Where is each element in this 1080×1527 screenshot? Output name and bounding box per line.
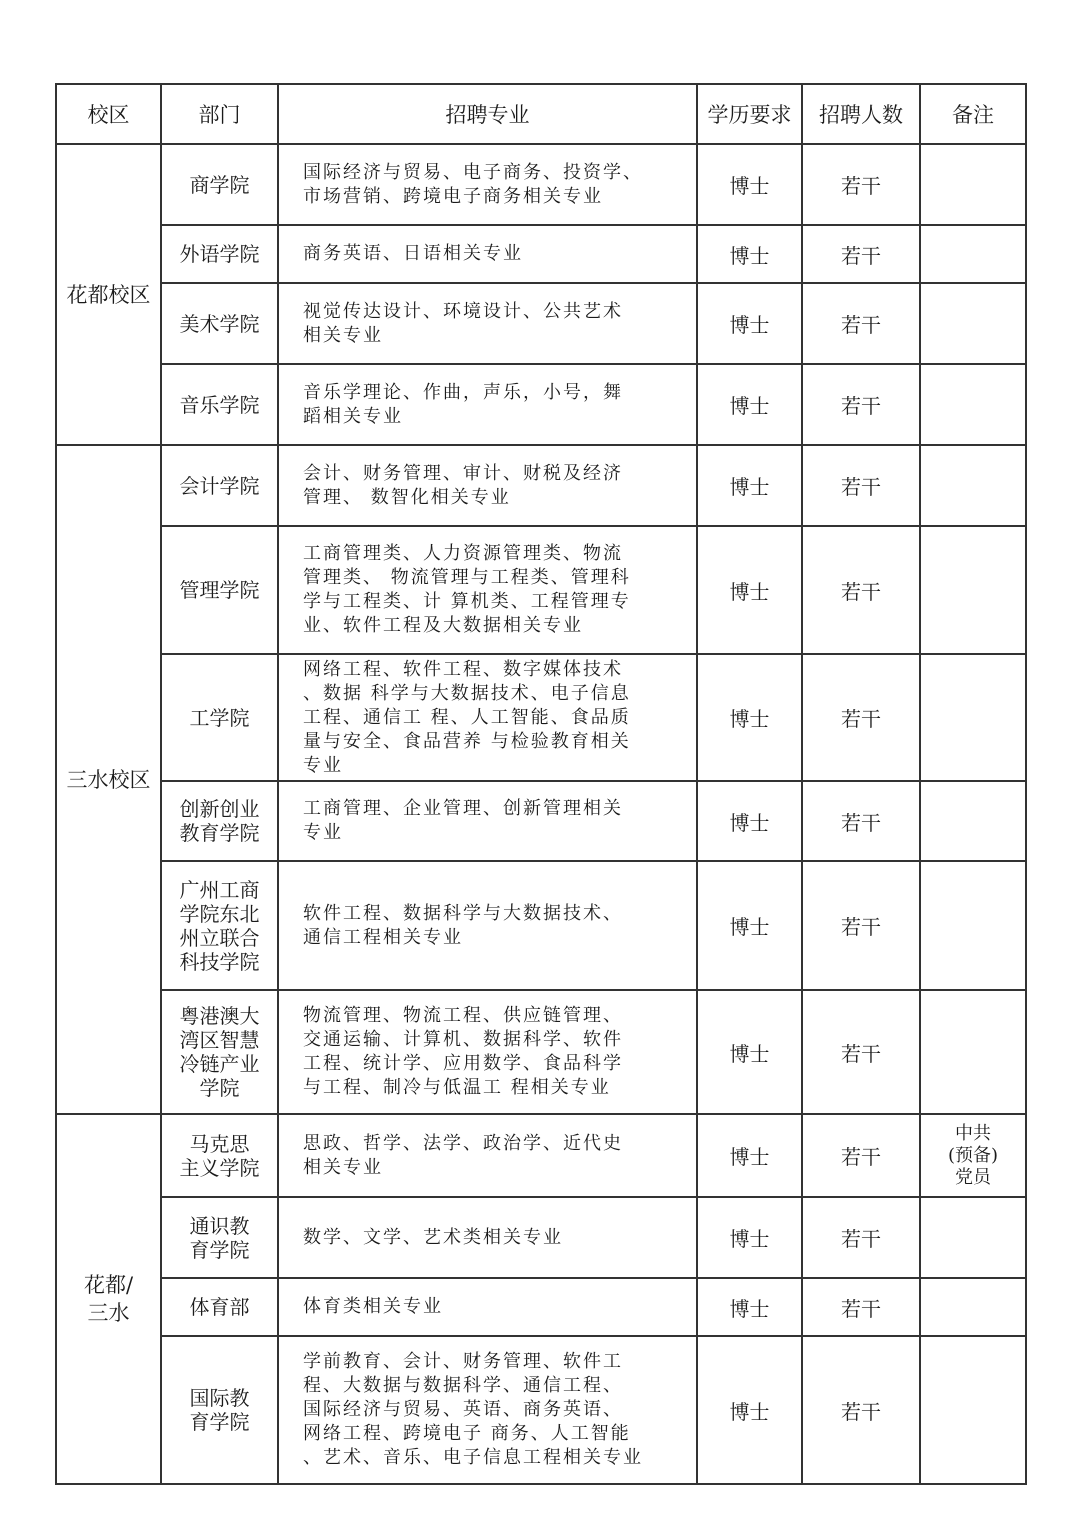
text-line: 美术学院 bbox=[179, 311, 260, 336]
education-cell bbox=[697, 654, 802, 781]
text-line: 主义学院 bbox=[179, 1155, 260, 1180]
text-line: 蹈相关专业 bbox=[303, 405, 403, 427]
text-line: 粤港澳大 bbox=[179, 1004, 260, 1028]
text-line: 体育类相关专业 bbox=[303, 1296, 443, 1317]
text-line: 博士 bbox=[729, 394, 770, 418]
text-line: 程、大数据与数据科学、通信工程、 bbox=[303, 1375, 623, 1396]
text-line: 物流管理、物流工程、供应链管理、 bbox=[303, 1005, 623, 1026]
text-line: 花都校区 bbox=[66, 282, 151, 307]
education-cell bbox=[697, 144, 802, 225]
text-line: 花都/ bbox=[83, 1273, 134, 1297]
table-row bbox=[56, 1278, 1026, 1336]
text-line: 若干 bbox=[841, 915, 881, 939]
text-line: 国际经济与贸易、英语、商务英语、 bbox=[303, 1399, 623, 1420]
major-cell bbox=[278, 225, 697, 283]
table-row bbox=[56, 144, 1026, 225]
text-line: 育学院 bbox=[189, 1237, 250, 1262]
major-cell bbox=[278, 364, 697, 445]
table-row bbox=[56, 1114, 1026, 1197]
education-cell bbox=[697, 364, 802, 445]
text-line: 冷链产业 bbox=[179, 1052, 260, 1076]
text-line: 会计、财务管理、审计、财税及经济 bbox=[303, 462, 623, 484]
campus-cell bbox=[56, 445, 161, 1114]
text-line: 数学、文学、艺术类相关专业 bbox=[303, 1226, 563, 1248]
text-line: 博士 bbox=[729, 810, 770, 835]
major-cell bbox=[278, 781, 697, 861]
text-line: 若干 bbox=[841, 810, 881, 835]
text-line: 网络工程、跨境电子 商务、人工智能 bbox=[303, 1423, 631, 1444]
text-line: 业、软件工程及大数据相关专业 bbox=[303, 615, 583, 636]
note-cell bbox=[920, 144, 1026, 225]
count-cell bbox=[802, 654, 920, 781]
text-line: 若干 bbox=[841, 1227, 881, 1251]
major-cell bbox=[278, 445, 697, 526]
text-line: 外语学院 bbox=[179, 242, 260, 266]
header-education: 学历要求 bbox=[697, 84, 802, 144]
text-line: 博士 bbox=[729, 707, 770, 731]
department-cell bbox=[161, 445, 278, 526]
text-line: 、数据 科学与大数据技术、电子信息 bbox=[303, 682, 631, 704]
note-cell bbox=[920, 1278, 1026, 1336]
text-line: 工商管理类、人力资源管理类、物流 bbox=[303, 543, 623, 564]
count-cell bbox=[802, 364, 920, 445]
text-line: 国际教 bbox=[189, 1386, 250, 1410]
count-cell bbox=[802, 445, 920, 526]
text-line: 音乐学理论、作曲，声乐，小号，舞 bbox=[303, 381, 623, 403]
table-row bbox=[56, 861, 1026, 990]
text-line: 体育部 bbox=[189, 1295, 250, 1319]
header-row bbox=[56, 84, 1026, 144]
note-cell bbox=[920, 1197, 1026, 1278]
text-line: 若干 bbox=[841, 174, 881, 198]
text-line: 博士 bbox=[729, 1227, 770, 1251]
header-count: 招聘人数 bbox=[802, 84, 920, 144]
count-cell bbox=[802, 861, 920, 990]
department-cell bbox=[161, 526, 278, 654]
table-row bbox=[56, 654, 1026, 781]
text-line: 国际经济与贸易、电子商务、投资学、 bbox=[303, 161, 643, 183]
major-cell bbox=[278, 144, 697, 225]
text-line: 、艺术、音乐、电子信息工程相关专业 bbox=[303, 1447, 643, 1468]
text-line: 交通运输、计算机、数据科学、软件 bbox=[303, 1029, 623, 1050]
text-line: 博士 bbox=[729, 1145, 770, 1169]
text-line: 学院 bbox=[199, 1076, 240, 1100]
major-cell bbox=[278, 1278, 697, 1336]
note-cell bbox=[920, 861, 1026, 990]
text-line: 视觉传达设计、环境设计、公共艺术 bbox=[303, 300, 623, 322]
text-line: 音乐学院 bbox=[179, 392, 260, 417]
major-cell bbox=[278, 1114, 697, 1197]
department-cell bbox=[161, 283, 278, 364]
education-cell bbox=[697, 225, 802, 283]
department-cell bbox=[161, 861, 278, 990]
text-line: 三水 bbox=[87, 1301, 130, 1325]
text-line: 党员 bbox=[955, 1166, 991, 1188]
note-cell bbox=[920, 1114, 1026, 1197]
text-line: 与工程、制冷与低温工 程相关专业 bbox=[303, 1077, 611, 1098]
text-line: 教育学院 bbox=[179, 821, 260, 845]
major-cell bbox=[278, 861, 697, 990]
text-line: 专业 bbox=[303, 754, 343, 776]
table-body bbox=[56, 144, 1026, 1484]
text-line: 若干 bbox=[841, 1296, 881, 1321]
text-line: 若干 bbox=[841, 394, 881, 418]
text-line: 创新创业 bbox=[179, 797, 260, 821]
education-cell bbox=[697, 1336, 802, 1484]
table-row bbox=[56, 1197, 1026, 1278]
text-line: 工商管理、企业管理、创新管理相关 bbox=[303, 798, 623, 819]
header-note: 备注 bbox=[920, 84, 1026, 144]
count-cell bbox=[802, 990, 920, 1114]
header-department: 部门 bbox=[161, 84, 278, 144]
table-row bbox=[56, 225, 1026, 283]
text-line: 马克思 bbox=[189, 1131, 250, 1156]
text-line: 专业 bbox=[303, 822, 343, 843]
text-line: 湾区智慧 bbox=[179, 1028, 260, 1052]
text-line: 相关专业 bbox=[303, 1156, 383, 1178]
text-line: 网络工程、软件工程、数字媒体技术 bbox=[303, 658, 623, 680]
text-line: 三水校区 bbox=[66, 767, 151, 792]
text-line: 学院东北 bbox=[179, 901, 260, 926]
education-cell bbox=[697, 861, 802, 990]
text-line: 管理、 数智化相关专业 bbox=[303, 486, 511, 508]
text-line: 博士 bbox=[729, 1041, 770, 1066]
text-line: 博士 bbox=[729, 579, 770, 604]
text-line: 中共 bbox=[955, 1122, 991, 1144]
text-line: 量与安全、食品营养 与检验教育相关 bbox=[303, 730, 631, 752]
education-cell bbox=[697, 1278, 802, 1336]
text-line: 管理学院 bbox=[179, 578, 260, 602]
major-cell bbox=[278, 283, 697, 364]
text-line: 通识教 bbox=[189, 1213, 250, 1238]
note-cell bbox=[920, 225, 1026, 283]
education-cell bbox=[697, 283, 802, 364]
campus-cell bbox=[56, 1114, 161, 1484]
department-cell bbox=[161, 990, 278, 1114]
text-line: 工学院 bbox=[189, 705, 250, 730]
text-line: 博士 bbox=[729, 475, 770, 499]
note-cell bbox=[920, 526, 1026, 654]
education-cell bbox=[697, 1114, 802, 1197]
text-line: 软件工程、数据科学与大数据技术、 bbox=[303, 902, 623, 924]
text-line: 若干 bbox=[841, 313, 881, 337]
text-line: 若干 bbox=[841, 579, 881, 604]
education-cell bbox=[697, 526, 802, 654]
header-campus: 校区 bbox=[56, 84, 161, 144]
recruitment-table bbox=[55, 83, 1027, 1485]
department-cell bbox=[161, 781, 278, 861]
table-row bbox=[56, 1336, 1026, 1484]
department-cell bbox=[161, 364, 278, 445]
count-cell bbox=[802, 526, 920, 654]
text-line: 商务英语、日语相关专业 bbox=[303, 243, 523, 264]
header-major: 招聘专业 bbox=[278, 84, 697, 144]
education-cell bbox=[697, 445, 802, 526]
department-cell bbox=[161, 1336, 278, 1484]
department-cell bbox=[161, 144, 278, 225]
table-row bbox=[56, 990, 1026, 1114]
department-cell bbox=[161, 1278, 278, 1336]
table-row bbox=[56, 364, 1026, 445]
count-cell bbox=[802, 1278, 920, 1336]
table-row bbox=[56, 781, 1026, 861]
count-cell bbox=[802, 144, 920, 225]
department-cell bbox=[161, 1114, 278, 1197]
count-cell bbox=[802, 781, 920, 861]
text-line: 育学院 bbox=[189, 1410, 250, 1434]
education-cell bbox=[697, 990, 802, 1114]
campus-cell bbox=[56, 144, 161, 445]
count-cell bbox=[802, 1114, 920, 1197]
major-cell bbox=[278, 990, 697, 1114]
text-line: 若干 bbox=[841, 1041, 881, 1066]
text-line: (预备) bbox=[947, 1144, 999, 1166]
department-cell bbox=[161, 654, 278, 781]
department-cell bbox=[161, 225, 278, 283]
text-line: 学前教育、会计、财务管理、软件工 bbox=[303, 1351, 623, 1372]
text-line: 思政、哲学、法学、政治学、近代史 bbox=[303, 1132, 623, 1154]
count-cell bbox=[802, 1336, 920, 1484]
text-line: 通信工程相关专业 bbox=[303, 926, 463, 948]
text-line: 相关专业 bbox=[303, 324, 383, 346]
education-cell bbox=[697, 1197, 802, 1278]
table-row bbox=[56, 445, 1026, 526]
text-line: 会计学院 bbox=[179, 473, 260, 498]
note-cell bbox=[920, 990, 1026, 1114]
text-line: 若干 bbox=[841, 707, 881, 731]
table-row bbox=[56, 526, 1026, 654]
text-line: 工程、通信工 程、人工智能、食品质 bbox=[303, 706, 631, 728]
text-line: 商学院 bbox=[189, 172, 250, 197]
text-line: 学与工程类、计 算机类、工程管理专 bbox=[303, 591, 631, 612]
note-cell bbox=[920, 781, 1026, 861]
department-cell bbox=[161, 1197, 278, 1278]
text-line: 博士 bbox=[729, 243, 770, 268]
count-cell bbox=[802, 225, 920, 283]
text-line: 博士 bbox=[729, 915, 770, 939]
text-line: 若干 bbox=[841, 1145, 881, 1169]
note-cell bbox=[920, 445, 1026, 526]
text-line: 博士 bbox=[729, 174, 770, 198]
major-cell bbox=[278, 526, 697, 654]
text-line: 博士 bbox=[729, 1296, 770, 1321]
text-line: 若干 bbox=[841, 475, 881, 499]
major-cell bbox=[278, 1197, 697, 1278]
note-cell bbox=[920, 654, 1026, 781]
text-line: 州立联合 bbox=[179, 925, 260, 950]
text-line: 科技学院 bbox=[179, 949, 260, 974]
note-cell bbox=[920, 283, 1026, 364]
note-cell bbox=[920, 364, 1026, 445]
text-line: 博士 bbox=[729, 313, 770, 337]
text-line: 工程、统计学、应用数学、食品科学 bbox=[303, 1053, 623, 1074]
text-line: 管理类、 物流管理与工程类、管理科 bbox=[303, 567, 631, 588]
text-line: 若干 bbox=[841, 243, 881, 268]
education-cell bbox=[697, 781, 802, 861]
major-cell bbox=[278, 654, 697, 781]
text-line: 广州工商 bbox=[179, 877, 260, 902]
count-cell bbox=[802, 283, 920, 364]
count-cell bbox=[802, 1197, 920, 1278]
text-line: 市场营销、跨境电子商务相关专业 bbox=[303, 185, 603, 207]
note-cell bbox=[920, 1336, 1026, 1484]
text-line: 博士 bbox=[729, 1399, 770, 1424]
text-line: 若干 bbox=[841, 1399, 881, 1424]
major-cell bbox=[278, 1336, 697, 1484]
table-row bbox=[56, 283, 1026, 364]
